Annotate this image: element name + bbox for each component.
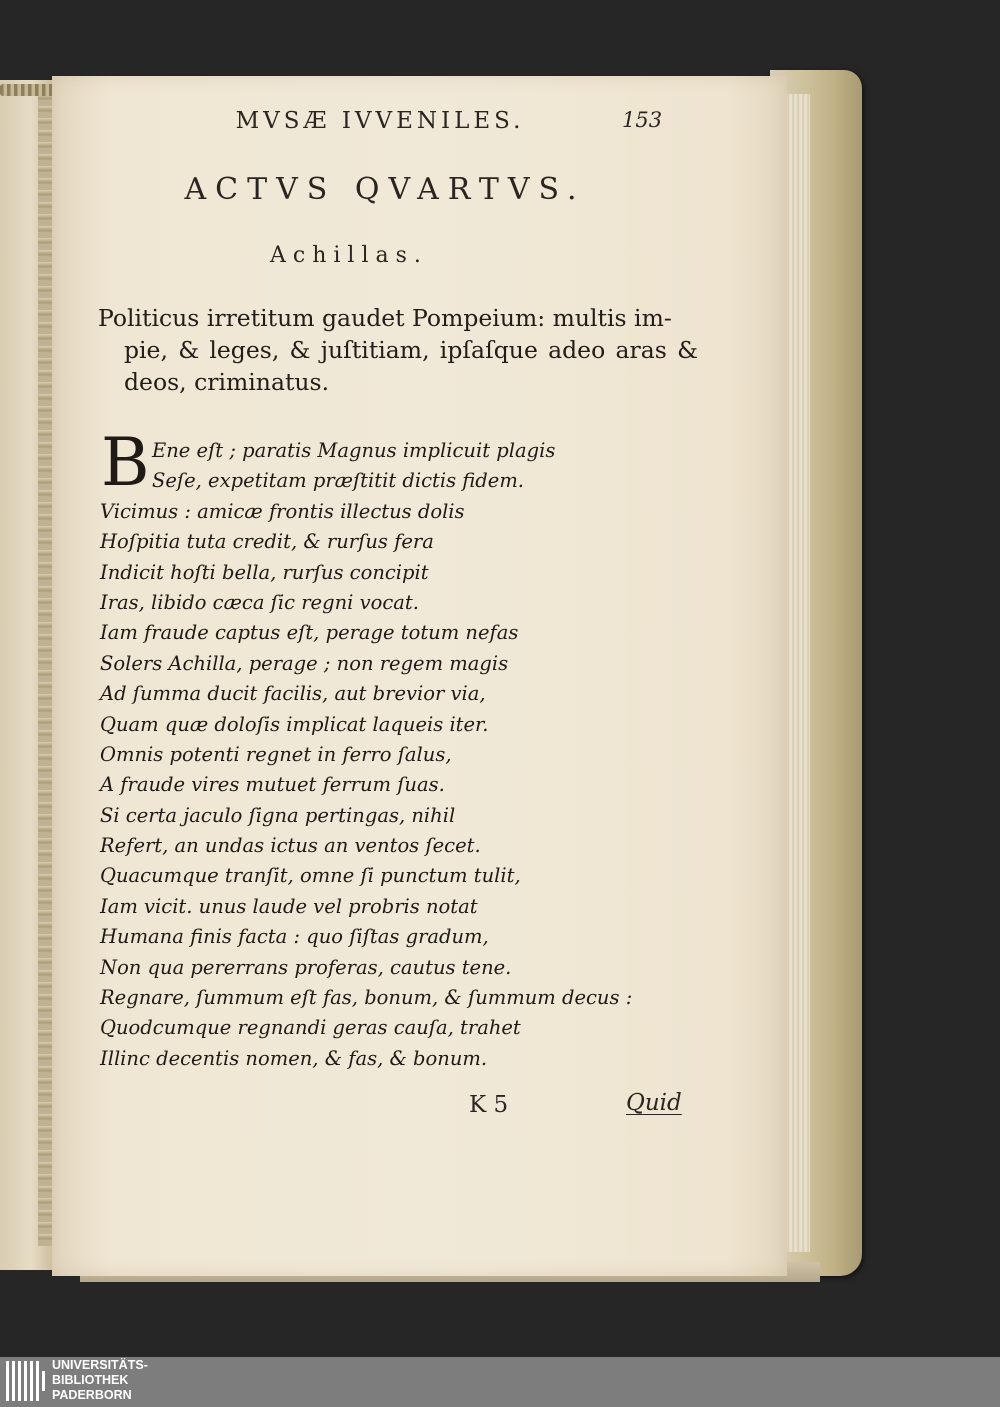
library-name-line: BIBLIOTHEK [52, 1373, 129, 1387]
verse-line: Hoſpitia tuta credit, & rurſus fera [100, 530, 434, 554]
argument-first-line: Politicus irretitum gaudet Pompeium: multis im- [98, 304, 672, 332]
verse-line: Omnis potenti regnet in ferro ſalus, [100, 742, 452, 766]
library-name [52, 1358, 148, 1403]
verse-line: Regnare, ſummum eſt fas, bonum, & ſummum decus : [100, 986, 633, 1010]
verse-line: Ad ſumma ducit facilis, aut brevior via, [100, 682, 486, 706]
speaker-name: Achillas. [270, 243, 428, 268]
verse-line: Indicit hoſti bella, rurſus concipit [100, 560, 429, 584]
running-head: MVSÆ IVVENILES. [235, 108, 525, 134]
argument-paragraph [98, 302, 698, 398]
verse-line: Si certa jaculo ſigna pertingas, nihil [100, 803, 456, 827]
library-name-line: PADERBORN [52, 1388, 132, 1402]
verse-line: Non qua pererrans proferas, cautus tene. [100, 955, 512, 979]
verse-line: Illinc decentis nomen, & fas, & bonum. [100, 1046, 488, 1070]
verse-line: A fraude vires mutuet ferrum ſuas. [100, 773, 445, 797]
drop-cap: B [101, 424, 150, 501]
binding-stitch [38, 96, 52, 1246]
library-logo-icon [6, 1361, 46, 1401]
signature-mark: K 5 [469, 1092, 509, 1118]
verse-line: Quodcumque regnandi geras cauſa, trahet [100, 1016, 521, 1040]
verse-line: Iras, libido cæca ſic regni vocat. [100, 590, 419, 614]
verse-block [100, 436, 700, 1074]
verse-line: Vicimus : amicæ frontis illectus dolis [100, 499, 465, 523]
page-number: 153 [622, 108, 663, 132]
verse-line: Solers Achilla, perage ; non regem magis [100, 651, 509, 675]
verse-line: Seſe, expetitam præſtitit dictis fidem. [152, 469, 525, 493]
library-name-line: UNIVERSITÄTS- [52, 1358, 148, 1372]
verse-line: Refert, an undas ictus an ventos ſecet. [100, 834, 481, 858]
act-title: ACTVS QVARTVS. [184, 172, 586, 207]
argument-rest: pie, & leges, & juſtitiam, ipſaſque adeo aras & deos, criminatus. [124, 336, 698, 396]
verse-line: Humana finis facta : quo ſiſtas gradum, [100, 925, 489, 949]
verse-line: Iam vicit. unus laude vel probris notat [100, 894, 478, 918]
verse-line: Quacumque tranſit, omne ſi punctum tulit, [100, 864, 521, 888]
verse-line: Ene eſt ; paratis Magnus implicuit plagis [152, 439, 556, 462]
catchword: Quid [626, 1090, 682, 1116]
library-footer [0, 1357, 1000, 1407]
verse-line: Iam fraude captus eſt, perage totum nefas [100, 621, 519, 645]
verse-line: Quam quæ doloſis implicat laqueis iter. [100, 712, 489, 736]
